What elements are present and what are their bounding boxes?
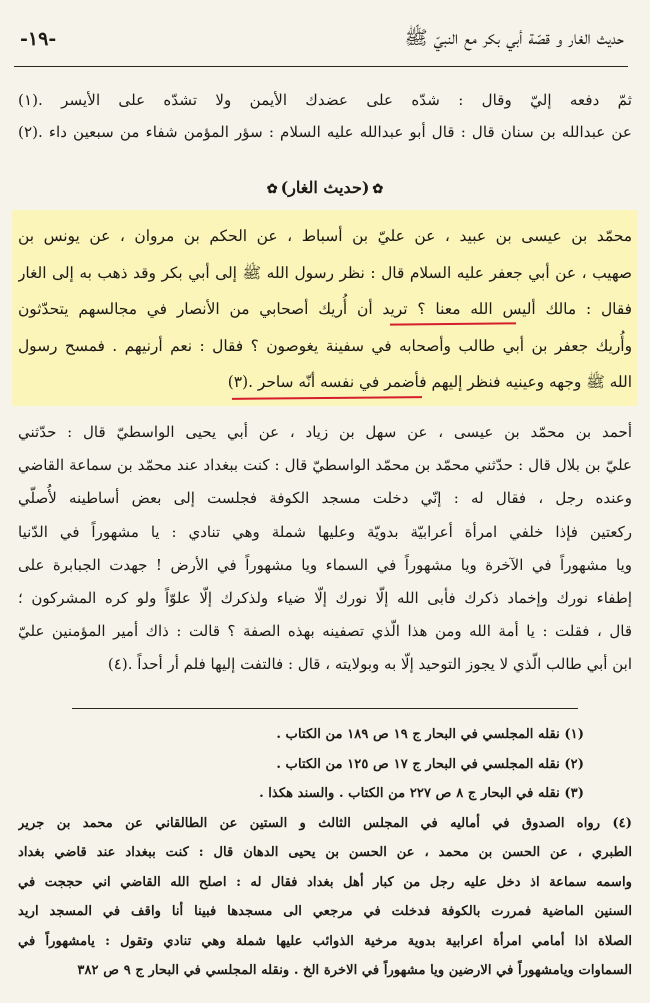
text-line: ركعتين فإذا خلفي امرأة أعرابيّة بدويّة وعليها شملة وهي تنادي : يا مشهوراً في الدّنيا bbox=[18, 522, 632, 541]
text-line: صهيب ، عن أبي جعفر عليه السلام قال : نظر رسول الله ﷺ إلى أبي بكر وقد ذهب به إلى الغار bbox=[18, 263, 632, 282]
star-ornament-icon: ✿ bbox=[372, 182, 384, 197]
page-number: -١٩- bbox=[20, 28, 57, 50]
text-line: عن عبدالله بن سنان قال : قال أبو عبدالله عليه السلام : سؤر المؤمن شفاء من سبعين داء .(٢) bbox=[18, 123, 632, 141]
footnote-separator bbox=[72, 708, 578, 709]
page-header bbox=[14, 22, 628, 67]
footnote: الصلاة اذا أمامي امرأة اعرابية بدوية مرخية الذوائب عليها شملة وهي تنادي وتقول : يامشهوراً في bbox=[18, 933, 632, 949]
footnote: واسمه سماعة اذ دخل عليه رجل من كبار أهل بغداد فقال له : اصلح الله القاضي اني حججت في bbox=[18, 874, 632, 890]
footnote: السماوات ويامشهوراً في الارضين ويا مشهوراً في الاخرة الخ . ونقله المجلسي في البحار ج ٩ ص ٣٨٢ bbox=[77, 963, 632, 978]
text-line: محمّد بن عيسى بن عبيد ، عن عليّ بن أسباط ، عن الحكم بن مروان ، عن يونس بن bbox=[18, 227, 632, 245]
section-heading bbox=[0, 178, 650, 197]
star-ornament-icon: ✿ bbox=[266, 182, 278, 197]
text-line: إطفاء نورك وإخماد ذكرك فأبى الله إلّا نورك إلّا ضياء ولذكرك إلّا علوّاً ولو كره المشركون ؛ bbox=[18, 589, 632, 608]
text-line: فقال : مالك أليس الله معنا ؟ تريد أن أُريك أصحابي من الأنصار في مجالسهم يتحدّثون bbox=[18, 300, 632, 318]
highlighted-hadith bbox=[18, 218, 632, 401]
text-line: الله ﷺ وجهه وعينيه فنظر إليهم فأضمر في نفسه أنّه ساحر .(٣) bbox=[227, 373, 632, 391]
text-line: عليّ بن بلال قال : حدّثني محمّد بن محمّد الواسطيّ قال : كنت ببغداد عند محمّد بن سماعة القاضي bbox=[18, 456, 632, 475]
text-line: قال ، فقلت : يا أمة الله ومن هذا الّذي تصفينه بهذه الصفة ؟ قالت : ذاك أمير المؤمنين عليّ bbox=[18, 622, 632, 641]
text-line: أحمد بن محمّد بن عيسى ، عن سهل بن زياد ، عن أبي يحيى الواسطيّ قال : حدّثني bbox=[18, 423, 632, 441]
text-line: ابن أبي طالب الّذي لا يجوز التوحيد إلّا به وبولايته ، قال : فالتفت إليها فلم أر أحداً .(٤) bbox=[107, 655, 632, 674]
text-line: ثمّ دفعه إليّ وقال : شدّه على عضدك الأيمن ولا تشدّه على الأيسر .(١) bbox=[18, 91, 632, 109]
footnotes bbox=[18, 720, 632, 986]
footnote: (٣) نقله في البحار ج ٨ ص ٢٢٧ من الكتاب . والسند هكذا . bbox=[259, 786, 584, 801]
footnote: (١) نقله المجلسي في البحار ج ١٩ ص ١٨٩ من الكتاب . bbox=[276, 727, 584, 742]
text-line: وأُريك جعفر بن أبي طالب وأصحابه في سفينة يغوصون ؟ فقال : نعم أرنيهم . فمسح رسول bbox=[18, 336, 632, 355]
main-hadith bbox=[18, 416, 632, 682]
footnote: الطبري ، عن الحسن بن محمد ، عن الحسن بن يحيى الدهان قال : كنت ببغداد عند قاضي بغداد bbox=[18, 845, 632, 860]
footnote: (٤) رواه الصدوق في أماليه في المجلس الثالث و الستين عن الطالقاني عن محمد بن جرير bbox=[18, 815, 632, 831]
text-line: وعنده رجل ، فقال له : إنّي دخلت مسجد الكوفة فجلست إلى بعض أساطينه لأُصلّي bbox=[18, 489, 632, 508]
section-heading-text: (حديث الغار) bbox=[280, 178, 370, 197]
intro-paragraph bbox=[18, 84, 632, 148]
footnote: (٢) نقله المجلسي في البحار ج ١٧ ص ١٢٥ من الكتاب . bbox=[276, 756, 584, 772]
footnote: السنين الماضية فمررت بالكوفة فدخلت في مرجعي الى مسجدها فبينا أنا واقف في المسجد اريد bbox=[18, 904, 632, 919]
running-title: حديث الغار و قصّة أبي بكر مع النبيّ ﷺ bbox=[404, 27, 624, 49]
text-line: ويا مشهوراً في الآخرة ويا مشهوراً في السماء ويا مشهوراً في الأرض ! جهدت الجبابرة على bbox=[18, 555, 632, 574]
